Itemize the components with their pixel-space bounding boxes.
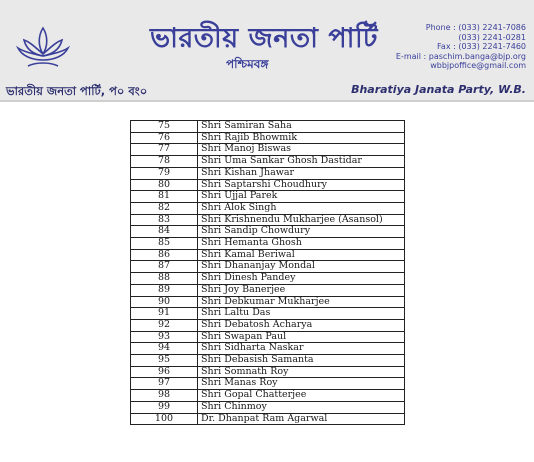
member-name-cell: Shri Debasish Samanta [198, 355, 405, 367]
member-name-cell: Shri Debatosh Acharya [198, 319, 405, 331]
table-row [131, 191, 405, 203]
serial-number-cell: 84 [131, 226, 198, 238]
member-name-cell: Shri Kishan Jhawar [198, 167, 405, 179]
member-name-cell: Shri Uma Sankar Ghosh Dastidar [198, 156, 405, 168]
phone-line-2: (033) 2241-0281 [458, 32, 526, 42]
member-name-cell: Shri Laltu Das [198, 308, 405, 320]
fax-line: Fax : (033) 2241-7460 [437, 42, 526, 52]
serial-number-cell: 78 [131, 156, 198, 168]
member-name-cell: Dr. Dhanpat Ram Agarwal [198, 413, 405, 425]
member-name-cell: Shri Kamal Beriwal [198, 249, 405, 261]
serial-number-cell: 87 [131, 261, 198, 273]
member-name-cell: Shri Sidharta Naskar [198, 343, 405, 355]
table-row [131, 261, 405, 273]
member-name-cell: Shri Manoj Biswas [198, 144, 405, 156]
serial-number-cell: 85 [131, 238, 198, 250]
serial-number-cell: 77 [131, 144, 198, 156]
serial-number-cell: 82 [131, 202, 198, 214]
table-row [131, 331, 405, 343]
member-name-cell: Shri Sandip Chowdury [198, 226, 405, 238]
member-name-cell: Shri Joy Banerjee [198, 284, 405, 296]
serial-number-cell: 88 [131, 273, 198, 285]
serial-number-cell: 91 [131, 308, 198, 320]
table-row [131, 121, 405, 133]
table-row [131, 132, 405, 144]
serial-number-cell: 93 [131, 331, 198, 343]
serial-number-cell: 95 [131, 355, 198, 367]
table-row [131, 202, 405, 214]
serial-number-cell: 96 [131, 366, 198, 378]
lotus-logo-icon [14, 22, 72, 74]
table-row [131, 366, 405, 378]
table-row [131, 226, 405, 238]
member-name-cell: Shri Alok Singh [198, 202, 405, 214]
table-row [131, 167, 405, 179]
party-footer-english: Bharatiya Janata Party, W.B. [351, 83, 526, 96]
table-row [131, 308, 405, 320]
letterhead-divider [0, 100, 534, 102]
table-row [131, 238, 405, 250]
email-line-2: wbbjpoffice@gmail.com [430, 61, 526, 71]
serial-number-cell: 75 [131, 121, 198, 133]
table-row [131, 319, 405, 331]
table-row [131, 179, 405, 191]
letterhead [0, 0, 534, 100]
member-name-cell: Shri Krishnendu Mukharjee (Asansol) [198, 214, 405, 226]
serial-number-cell: 94 [131, 343, 198, 355]
party-name-bengali: ভারতীয় জনতা পার্টি [150, 23, 378, 54]
member-name-cell: Shri Dhananjay Mondal [198, 261, 405, 273]
member-name-cell: Shri Debkumar Mukharjee [198, 296, 405, 308]
member-list-table [130, 120, 405, 425]
serial-number-cell: 99 [131, 401, 198, 413]
member-name-cell: Shri Gopal Chatterjee [198, 390, 405, 402]
table-row [131, 284, 405, 296]
serial-number-cell: 90 [131, 296, 198, 308]
table-row [131, 214, 405, 226]
serial-number-cell: 80 [131, 179, 198, 191]
serial-number-cell: 100 [131, 413, 198, 425]
serial-number-cell: 83 [131, 214, 198, 226]
member-name-cell: Shri Ujjal Parek [198, 191, 405, 203]
serial-number-cell: 97 [131, 378, 198, 390]
table-row [131, 343, 405, 355]
serial-number-cell: 86 [131, 249, 198, 261]
member-name-cell: Shri Swapan Paul [198, 331, 405, 343]
serial-number-cell: 98 [131, 390, 198, 402]
table-row [131, 378, 405, 390]
table-row [131, 390, 405, 402]
serial-number-cell: 92 [131, 319, 198, 331]
serial-number-cell: 76 [131, 132, 198, 144]
member-name-cell: Shri Chinmoy [198, 401, 405, 413]
member-name-cell: Shri Manas Roy [198, 378, 405, 390]
state-name-bengali: পশ্চিমবঙ্গ [226, 57, 269, 71]
member-name-cell: Shri Saptarshi Choudhury [198, 179, 405, 191]
table-row [131, 413, 405, 425]
email-line-1: E-mail : paschim.banga@bjp.org [395, 51, 526, 61]
serial-number-cell: 81 [131, 191, 198, 203]
table-row [131, 249, 405, 261]
serial-number-cell: 89 [131, 284, 198, 296]
member-name-cell: Shri Dinesh Pandey [198, 273, 405, 285]
table-row [131, 401, 405, 413]
phone-line-1: Phone : (033) 2241-7086 [425, 23, 526, 32]
table-row [131, 144, 405, 156]
member-name-cell: Shri Rajib Bhowmik [198, 132, 405, 144]
table-row [131, 355, 405, 367]
table-row [131, 156, 405, 168]
table-row [131, 296, 405, 308]
member-name-cell: Shri Samiran Saha [198, 121, 405, 133]
party-footer-bengali: ভারতীয় জনতা পার্টি, প০ বং০ [6, 84, 148, 98]
table-row [131, 273, 405, 285]
member-name-cell: Shri Somnath Roy [198, 366, 405, 378]
contact-block [396, 23, 526, 71]
serial-number-cell: 79 [131, 167, 198, 179]
member-name-cell: Shri Hemanta Ghosh [198, 238, 405, 250]
